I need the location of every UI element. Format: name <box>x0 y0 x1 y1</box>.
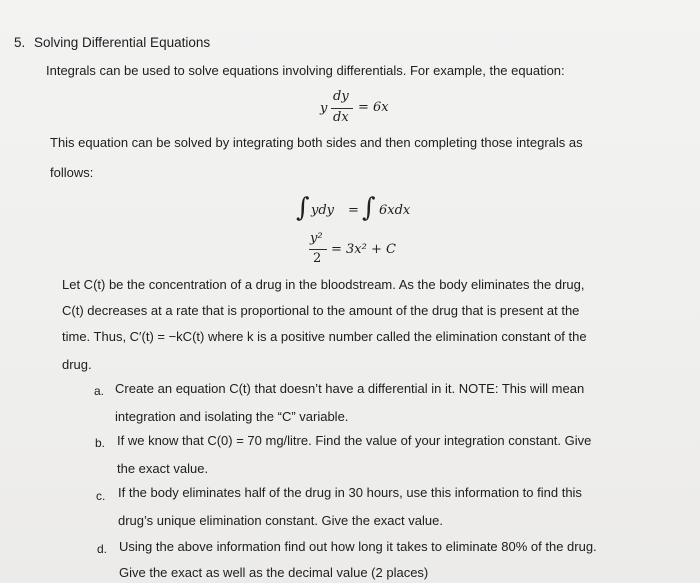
part-a-line-1: Create an equation C(t) that doesn’t have a differential in it. NOTE: This will mean <box>115 381 585 396</box>
paragraph-1-line-1: This equation can be solved by integrating both sides and then completing those integrals as <box>50 135 583 150</box>
paragraph-2-line-2: C(t) decreases at a rate that is proportional to the amount of the drug that is present at the <box>62 303 580 318</box>
part-b-line-1: If we know that C(0) = 70 mg/litre. Find the value of your integration constant. Give <box>117 433 592 448</box>
paragraph-2-line-4: drug. <box>62 357 92 372</box>
intro-text: Integrals can be used to solve equations involving differentials. For example, the equation: <box>46 63 565 78</box>
eq1-right: = 6x <box>358 100 389 115</box>
part-c-line-1: If the body eliminates half of the drug in 30 hours, use this information to find this <box>118 485 582 500</box>
part-d-line-1: Using the above information find out how long it takes to eliminate 80% of the drug. <box>119 539 597 554</box>
part-b-line-2: the exact value. <box>117 461 209 476</box>
eq3-rhs: = 3x² + C <box>331 242 396 257</box>
paragraph-2-line-1: Let C(t) be the concentration of a drug in the bloodstream. As the body eliminates the drug, <box>62 277 585 292</box>
part-c-line-2: drug’s unique elimination constant. Give the exact value. <box>118 513 443 528</box>
eq1-denominator: dx <box>333 110 349 125</box>
eq3-fraction-bar <box>309 249 327 250</box>
eq1-numerator: dy <box>333 89 349 104</box>
paragraph-2-line-3: time. Thus, C′(t) = −kC(t) where k is a positive number called the elimination constant of the <box>62 329 587 344</box>
part-b-label: b. <box>95 436 106 450</box>
question-title: Solving Differential Equations <box>34 35 211 50</box>
paragraph-1-line-2: follows: <box>50 165 94 180</box>
integral-sign-right: ∫ <box>362 193 376 223</box>
part-a-line-2: integration and isolating the “C” variable. <box>115 409 349 424</box>
eq1-left-factor: y <box>320 101 328 116</box>
integral-sign-left: ∫ <box>296 193 310 223</box>
eq3-numerator: y² <box>310 231 323 246</box>
part-a-label: a. <box>94 384 105 398</box>
eq2-rhs: 6xdx <box>379 203 411 218</box>
eq1-fraction-bar <box>331 108 353 109</box>
eq3-denominator: 2 <box>313 251 322 266</box>
part-d-label: d. <box>97 542 108 556</box>
part-c-label: c. <box>96 489 106 503</box>
eq2-equals: = <box>348 203 359 218</box>
question-number: 5. <box>14 35 26 50</box>
part-d-line-2: Give the exact as well as the decimal value (2 places) <box>119 565 429 580</box>
eq2-lhs: ydy <box>311 203 335 218</box>
